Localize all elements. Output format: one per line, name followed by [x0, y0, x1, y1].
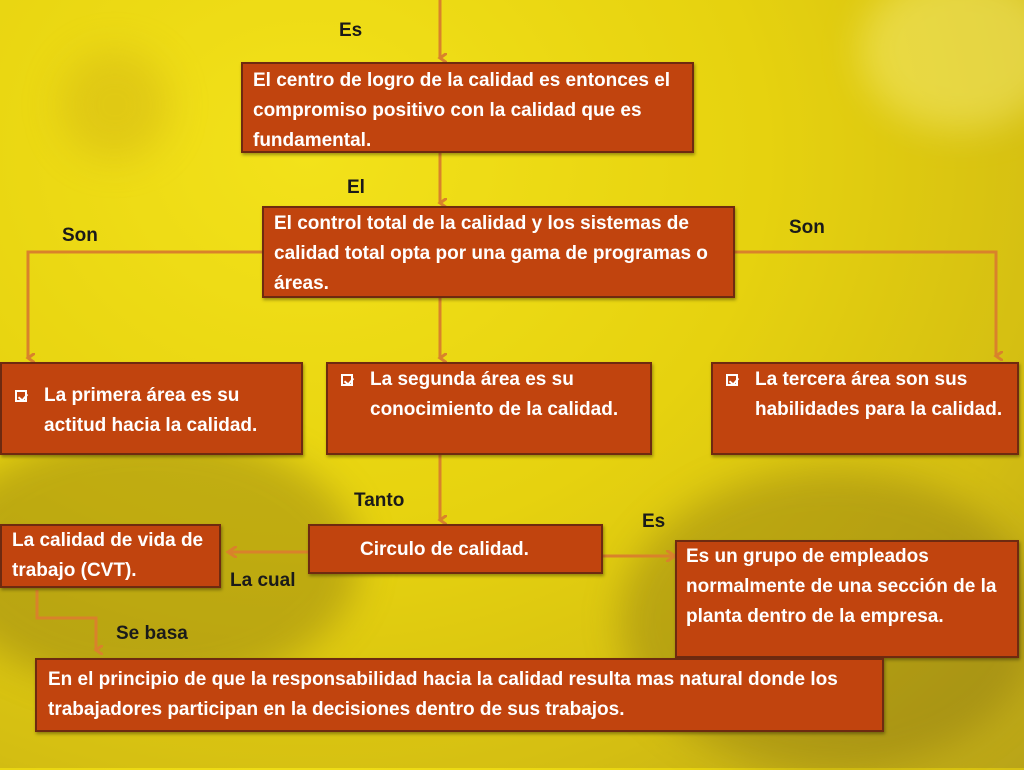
connector-control-area3: [735, 252, 996, 356]
label-el: El: [347, 177, 365, 198]
label-son-left: Son: [62, 225, 98, 246]
box-area2: [326, 362, 652, 455]
label-tanto: Tanto: [354, 490, 405, 511]
connector-cvt-principio: [37, 590, 96, 650]
box-principio-text: En el principio de que la responsabilidad hacia la calidad resulta mas natural donde los trabajadores participan en la decisiones dentro de sus trabajos.: [48, 669, 838, 720]
label-es-right: Es: [642, 511, 666, 532]
box-cvt-text: La calidad de vida de trabajo (CVT).: [12, 530, 204, 581]
label-se-basa: Se basa: [116, 623, 188, 644]
box-area1-text: La primera área es su actitud hacia la calidad.: [44, 385, 258, 436]
box-area2-text: La segunda área es su conocimiento de la calidad.: [370, 369, 619, 420]
box-control-text: El control total de la calidad y los sistemas de calidad total opta por una gama de programas o áreas.: [274, 213, 708, 294]
label-son-right: Son: [789, 217, 825, 238]
box-circle: [308, 524, 603, 574]
box-circle-text: Circulo de calidad.: [360, 539, 529, 560]
box-control: [262, 206, 735, 298]
label-la-cual: La cual: [230, 570, 296, 591]
box-area3-text: La tercera área son sus habilidades para la calidad.: [755, 369, 1003, 420]
box-area1: [0, 362, 303, 455]
box-center: [241, 62, 694, 153]
box-grupo: [675, 540, 1019, 658]
box-area3: [711, 362, 1019, 455]
checkbox-bullet-icon: [341, 374, 353, 386]
checkbox-bullet-icon: [15, 390, 27, 402]
box-principio: [35, 658, 884, 732]
box-grupo-text: Es un grupo de empleados normalmente de una sección de la planta dentro de la empresa.: [686, 546, 997, 627]
connector-control-area1: [28, 252, 262, 358]
box-center-text: El centro de logro de la calidad es entonces el compromiso positivo con la calidad que es fundamental.: [253, 70, 671, 151]
label-es-top: Es: [339, 20, 363, 41]
checkbox-bullet-icon: [726, 374, 738, 386]
box-cvt: [0, 524, 221, 588]
